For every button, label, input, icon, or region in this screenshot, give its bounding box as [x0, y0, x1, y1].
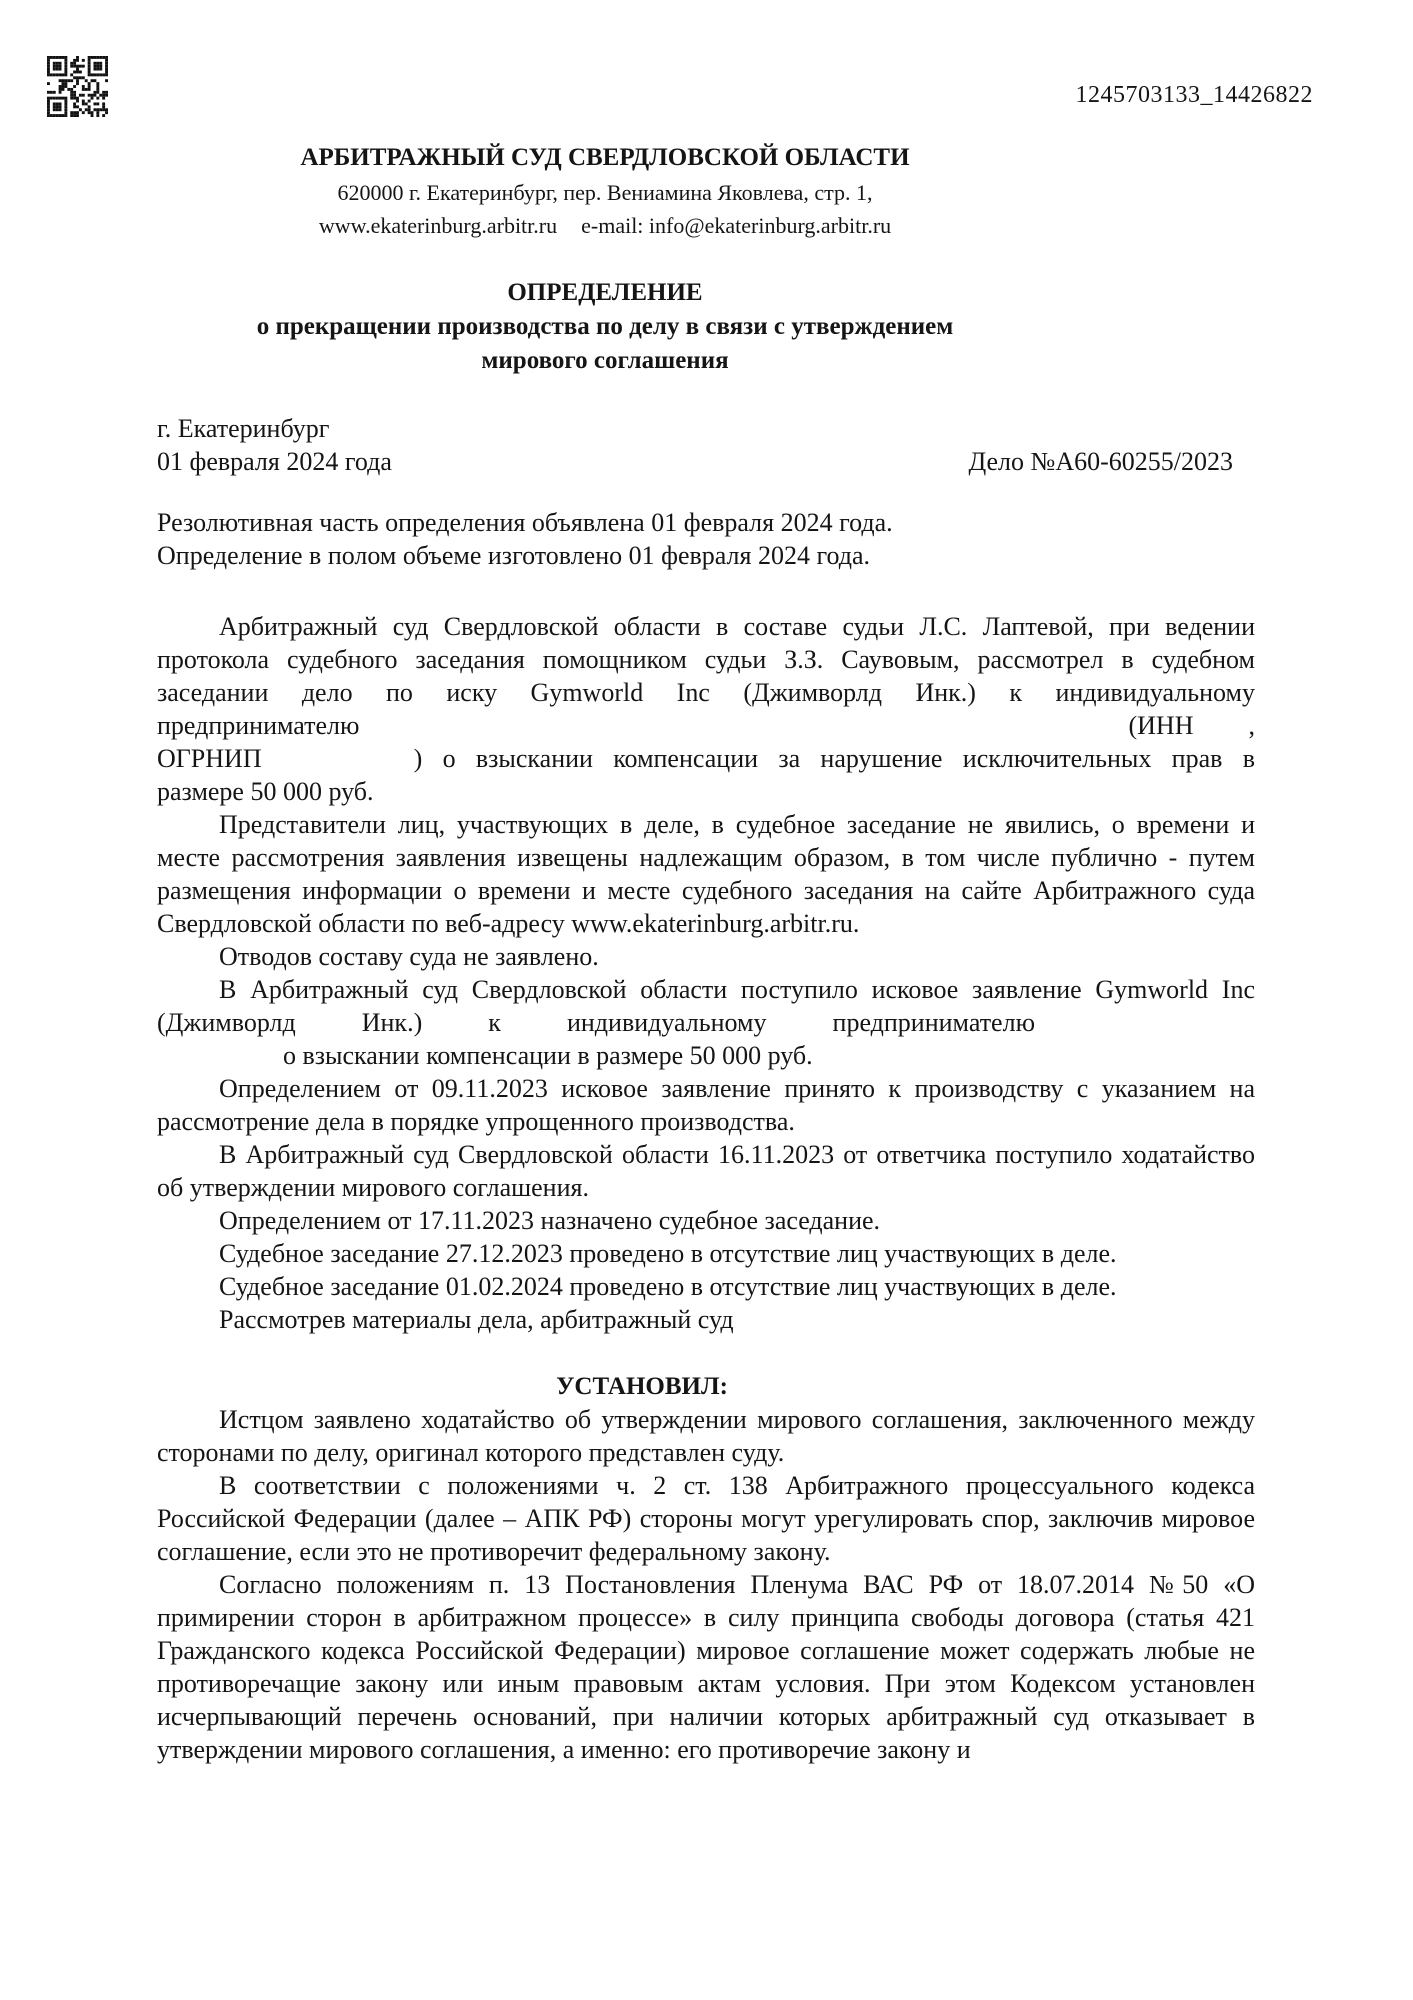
- intro-line-redacted: [157, 709, 1255, 742]
- motion-paragraph: В Арбитражный суд Свердловской области 16.11.2023 от ответчика поступило ходатайство об утверждении мирового соглашения.: [157, 1140, 1255, 1202]
- court-website: www.ekaterinburg.arbitr.ru: [318, 213, 558, 238]
- established-paragraph-2: В соответствии с положениями ч. 2 ст. 138 Арбитражного процессуального кодекса Российской Федерации (далее – АПК РФ) стороны могут урегулировать спор, заключив мировое соглашение, если это не противоречит федеральному закону.: [157, 1471, 1255, 1566]
- accepted-paragraph: Определением от 09.11.2023 исковое заявление принято к производству с указанием на рассмотрение дела в порядке упрощенного производства.: [157, 1074, 1255, 1136]
- defendant-label: предпринимателю: [157, 711, 360, 740]
- ogrnip-label: ОГРНИП: [157, 744, 262, 773]
- court-address: 620000 г. Екатеринбург, пер. Вениамина Яковлева, стр. 1,: [337, 180, 873, 205]
- title-subtitle-line1: о прекращении производства по делу в связи с утверждением: [256, 313, 954, 340]
- document-body: [157, 506, 1255, 1766]
- hearing1-line: Судебное заседание 27.12.2023 проведено в отсутствие лиц участвующих в деле.: [219, 1239, 1117, 1268]
- inn-label: (ИНН: [1128, 711, 1194, 740]
- court-contacts: [155, 209, 1055, 242]
- court-email: e-mail: info@ekaterinburg.arbitr.ru: [581, 213, 892, 238]
- court-name: АРБИТРАЖНЫЙ СУД СВЕРДЛОВСКОЙ ОБЛАСТИ: [300, 144, 910, 171]
- comma-artifact: ,: [1248, 711, 1255, 740]
- established-heading: УСТАНОВИЛ:: [556, 1373, 728, 1400]
- intro-line: заседании дело по иску Gymworld Inc (Джимворлд Инк.) к индивидуальному: [157, 678, 1255, 707]
- title-kind: ОПРЕДЕЛЕНИЕ: [507, 279, 703, 306]
- established-paragraph-3: Согласно положениям п. 13 Постановления Пленума ВАС РФ от 18.07.2014 №50 «О примирении сторон в арбитражном процессе» в силу принципа свободы договора (статья 421 Гражданского кодекса Российской Федерации) мировое соглашение может содержать любые не противоречащие закону или иным правовым актам условия. При этом Кодексом установлен исчерпывающий перечень оснований, при наличии которых арбитражный суд отказывает в утверждении мирового соглашения, а именно: его противоречие закону и: [157, 1570, 1255, 1764]
- meta-date: 01 февраля 2024 года: [157, 447, 392, 476]
- intro-line: Арбитражный суд Свердловской области в составе судьи Л.С. Лаптевой, при ведении: [219, 612, 1255, 641]
- document-title: [155, 276, 1055, 378]
- court-header: [155, 140, 1055, 242]
- claim-amount-line: о взыскании компенсации в размере 50 000 руб.: [283, 1041, 813, 1070]
- intro-line: протокола судебного заседания помощником судьи З.З. Саувовым, рассмотрел в судебном: [157, 645, 1255, 674]
- established-paragraph-1: Истцом заявлено ходатайство об утверждении мирового соглашения, заключенного между сторонами по делу, оригинал которого представлен суду.: [157, 1405, 1255, 1467]
- resolutive-line-1: Резолютивная часть определения объявлена 01 февраля 2024 года.: [157, 508, 893, 537]
- document-id: 1245703133_14426822: [1075, 82, 1313, 108]
- reviewed-line: Рассмотрев материалы дела, арбитражный суд: [219, 1305, 734, 1334]
- meta-case-number: Дело №А60-60255/2023: [968, 447, 1233, 476]
- claim-received-text: В Арбитражный суд Свердловской области поступило исковое заявление Gymworld Inc (Джимворлд Инк.) к индивидуальному предпринимателю: [157, 975, 1255, 1037]
- no-recusals-paragraph: Отводов составу суда не заявлено.: [219, 942, 599, 971]
- intro-line: размере 50 000 руб.: [157, 777, 374, 806]
- intro-paragraph: [157, 610, 1255, 808]
- title-subtitle-line2: мирового соглашения: [481, 347, 729, 374]
- hearing-set-line: Определением от 17.11.2023 назначено судебное заседание.: [219, 1206, 881, 1235]
- attendance-paragraph: Представители лиц, участвующих в деле, в судебное заседание не явились, о времени и месте рассмотрения заявления извещены надлежащим образом, в том числе публично - путем размещения информации о времени и месте судебного заседания на сайте Арбитражного суда Свердловской области по веб-адресу www.ekaterinburg.arbitr.ru.: [157, 810, 1255, 938]
- resolutive-line-2: Определение в полом объеме изготовлено 01 февраля 2024 года.: [157, 541, 871, 570]
- claim-received-paragraph: [157, 973, 1255, 1039]
- meta-city: г. Екатеринбург: [157, 414, 330, 443]
- intro-line-rest: ) о взыскании компенсации за нарушение исключительных прав в: [413, 744, 1255, 773]
- case-meta: [157, 412, 1233, 478]
- intro-line-redacted: [157, 742, 1255, 775]
- hearing2-line: Судебное заседание 01.02.2024 проведено в отсутствие лиц участвующих в деле.: [219, 1272, 1117, 1301]
